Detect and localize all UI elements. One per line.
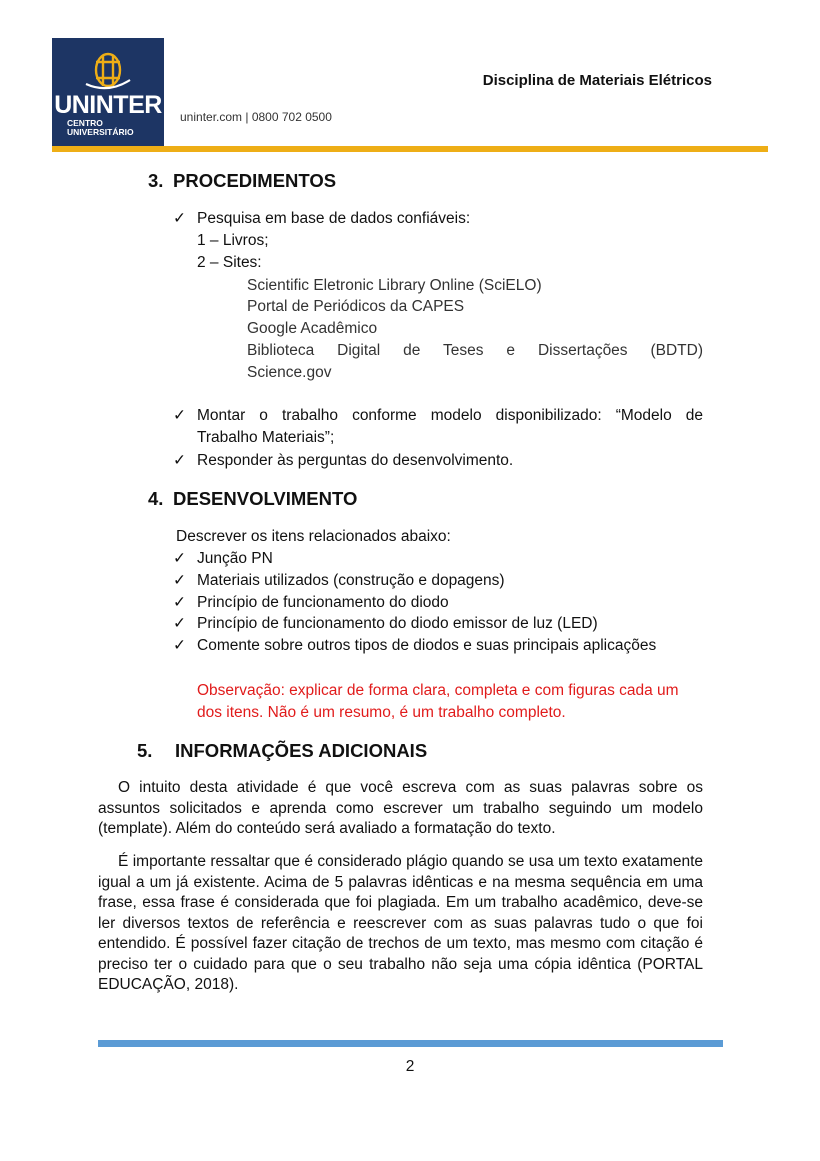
- site-science-gov: Science.gov: [247, 364, 332, 381]
- page-number: 2: [405, 1058, 415, 1075]
- section-3-heading: [148, 170, 336, 192]
- development-item: ✓ Princípio de funcionamento do diodo emissor de luz (LED): [197, 614, 598, 633]
- info-paragraph-1: [98, 778, 703, 840]
- site-scielo: Scientific Eletronic Library Online (SciELO): [247, 277, 542, 294]
- section-5-title: INFORMAÇÕES ADICIONAIS: [175, 740, 428, 761]
- development-item: ✓ Comente sobre outros tipos de diodos e suas principais aplicações: [197, 636, 656, 655]
- section-4-number: 4.: [148, 488, 164, 509]
- development-item: ✓ Junção PN: [197, 549, 273, 568]
- logo-wordmark: UNINTER: [54, 91, 162, 119]
- observation-note-line2: dos itens. Não é um resumo, é um trabalho completo.: [197, 704, 566, 721]
- course-title: Disciplina de Materiais Elétricos: [482, 72, 712, 89]
- section-4-heading: [148, 488, 357, 510]
- site-bdtd: Biblioteca Digital de Teses e Dissertações (BDTD): [247, 342, 703, 359]
- procedure-item-research: ✓ Pesquisa em base de dados confiáveis:: [197, 209, 470, 228]
- header-divider: [52, 146, 768, 152]
- logo-subtitle-line2: UNIVERSITÁRIO: [67, 127, 134, 137]
- section-3-number: 3.: [148, 170, 164, 191]
- footer-divider: [98, 1040, 723, 1047]
- procedure-item-model-line2: Trabalho Materiais”;: [197, 429, 335, 446]
- info-paragraph-1-text: O intuito desta atividade é que você escreva com as suas palavras sobre os assuntos solicitados e aprenda como escrever um trabalho seguindo um modelo (template). Além do conteúdo será avaliado a formatação do texto.: [98, 779, 703, 837]
- logo-subtitle-line1: CENTRO: [67, 118, 103, 128]
- globe-logo-icon: [82, 50, 134, 92]
- info-paragraph-2: [98, 852, 703, 996]
- section-3-title: PROCEDIMENTOS: [173, 170, 337, 191]
- observation-note-line1: Observação: explicar de forma clara, completa e com figuras cada um: [197, 682, 679, 699]
- development-item: ✓ Materiais utilizados (construção e dopagens): [197, 571, 505, 590]
- procedure-item-model-line1: ✓ Montar o trabalho conforme modelo disponibilizado: “Modelo de: [197, 406, 703, 425]
- procedure-item-answer: ✓ Responder às perguntas do desenvolvimento.: [197, 451, 513, 470]
- section-4-title: DESENVOLVIMENTO: [173, 488, 358, 509]
- contact-info: uninter.com | 0800 702 0500: [180, 110, 332, 124]
- logo-subtitle: [67, 119, 134, 137]
- development-item: ✓ Princípio de funcionamento do diodo: [197, 593, 449, 612]
- site-capes: Portal de Periódicos da CAPES: [247, 298, 465, 315]
- development-intro: Descrever os itens relacionados abaixo:: [176, 528, 451, 545]
- info-paragraph-2-text: É importante ressaltar que é considerado plágio quando se usa um texto exatamente igual a um já existente. Acima de 5 palavras idênticas e na mesma sequência em uma frase, essa frase é considerada que foi plagiada. Em um trabalho acadêmico, deve-se ler diversos textos de referência e reescrever com as suas palavras tudo o que foi entendido. É possível fazer citação de trechos de um texto, mas mesmo com citação é preciso ter o cuidado para que o seu trabalho não seja uma cópia idêntica (PORTAL EDUCAÇÃO, 2018).: [98, 853, 703, 993]
- site-google-academico: Google Acadêmico: [247, 320, 378, 337]
- procedure-sub-sites: 2 – Sites:: [197, 254, 262, 271]
- section-5-number: 5.: [137, 740, 153, 761]
- uninter-logo: [52, 38, 164, 150]
- section-5-heading: [137, 740, 427, 762]
- procedure-sub-books: 1 – Livros;: [197, 232, 269, 249]
